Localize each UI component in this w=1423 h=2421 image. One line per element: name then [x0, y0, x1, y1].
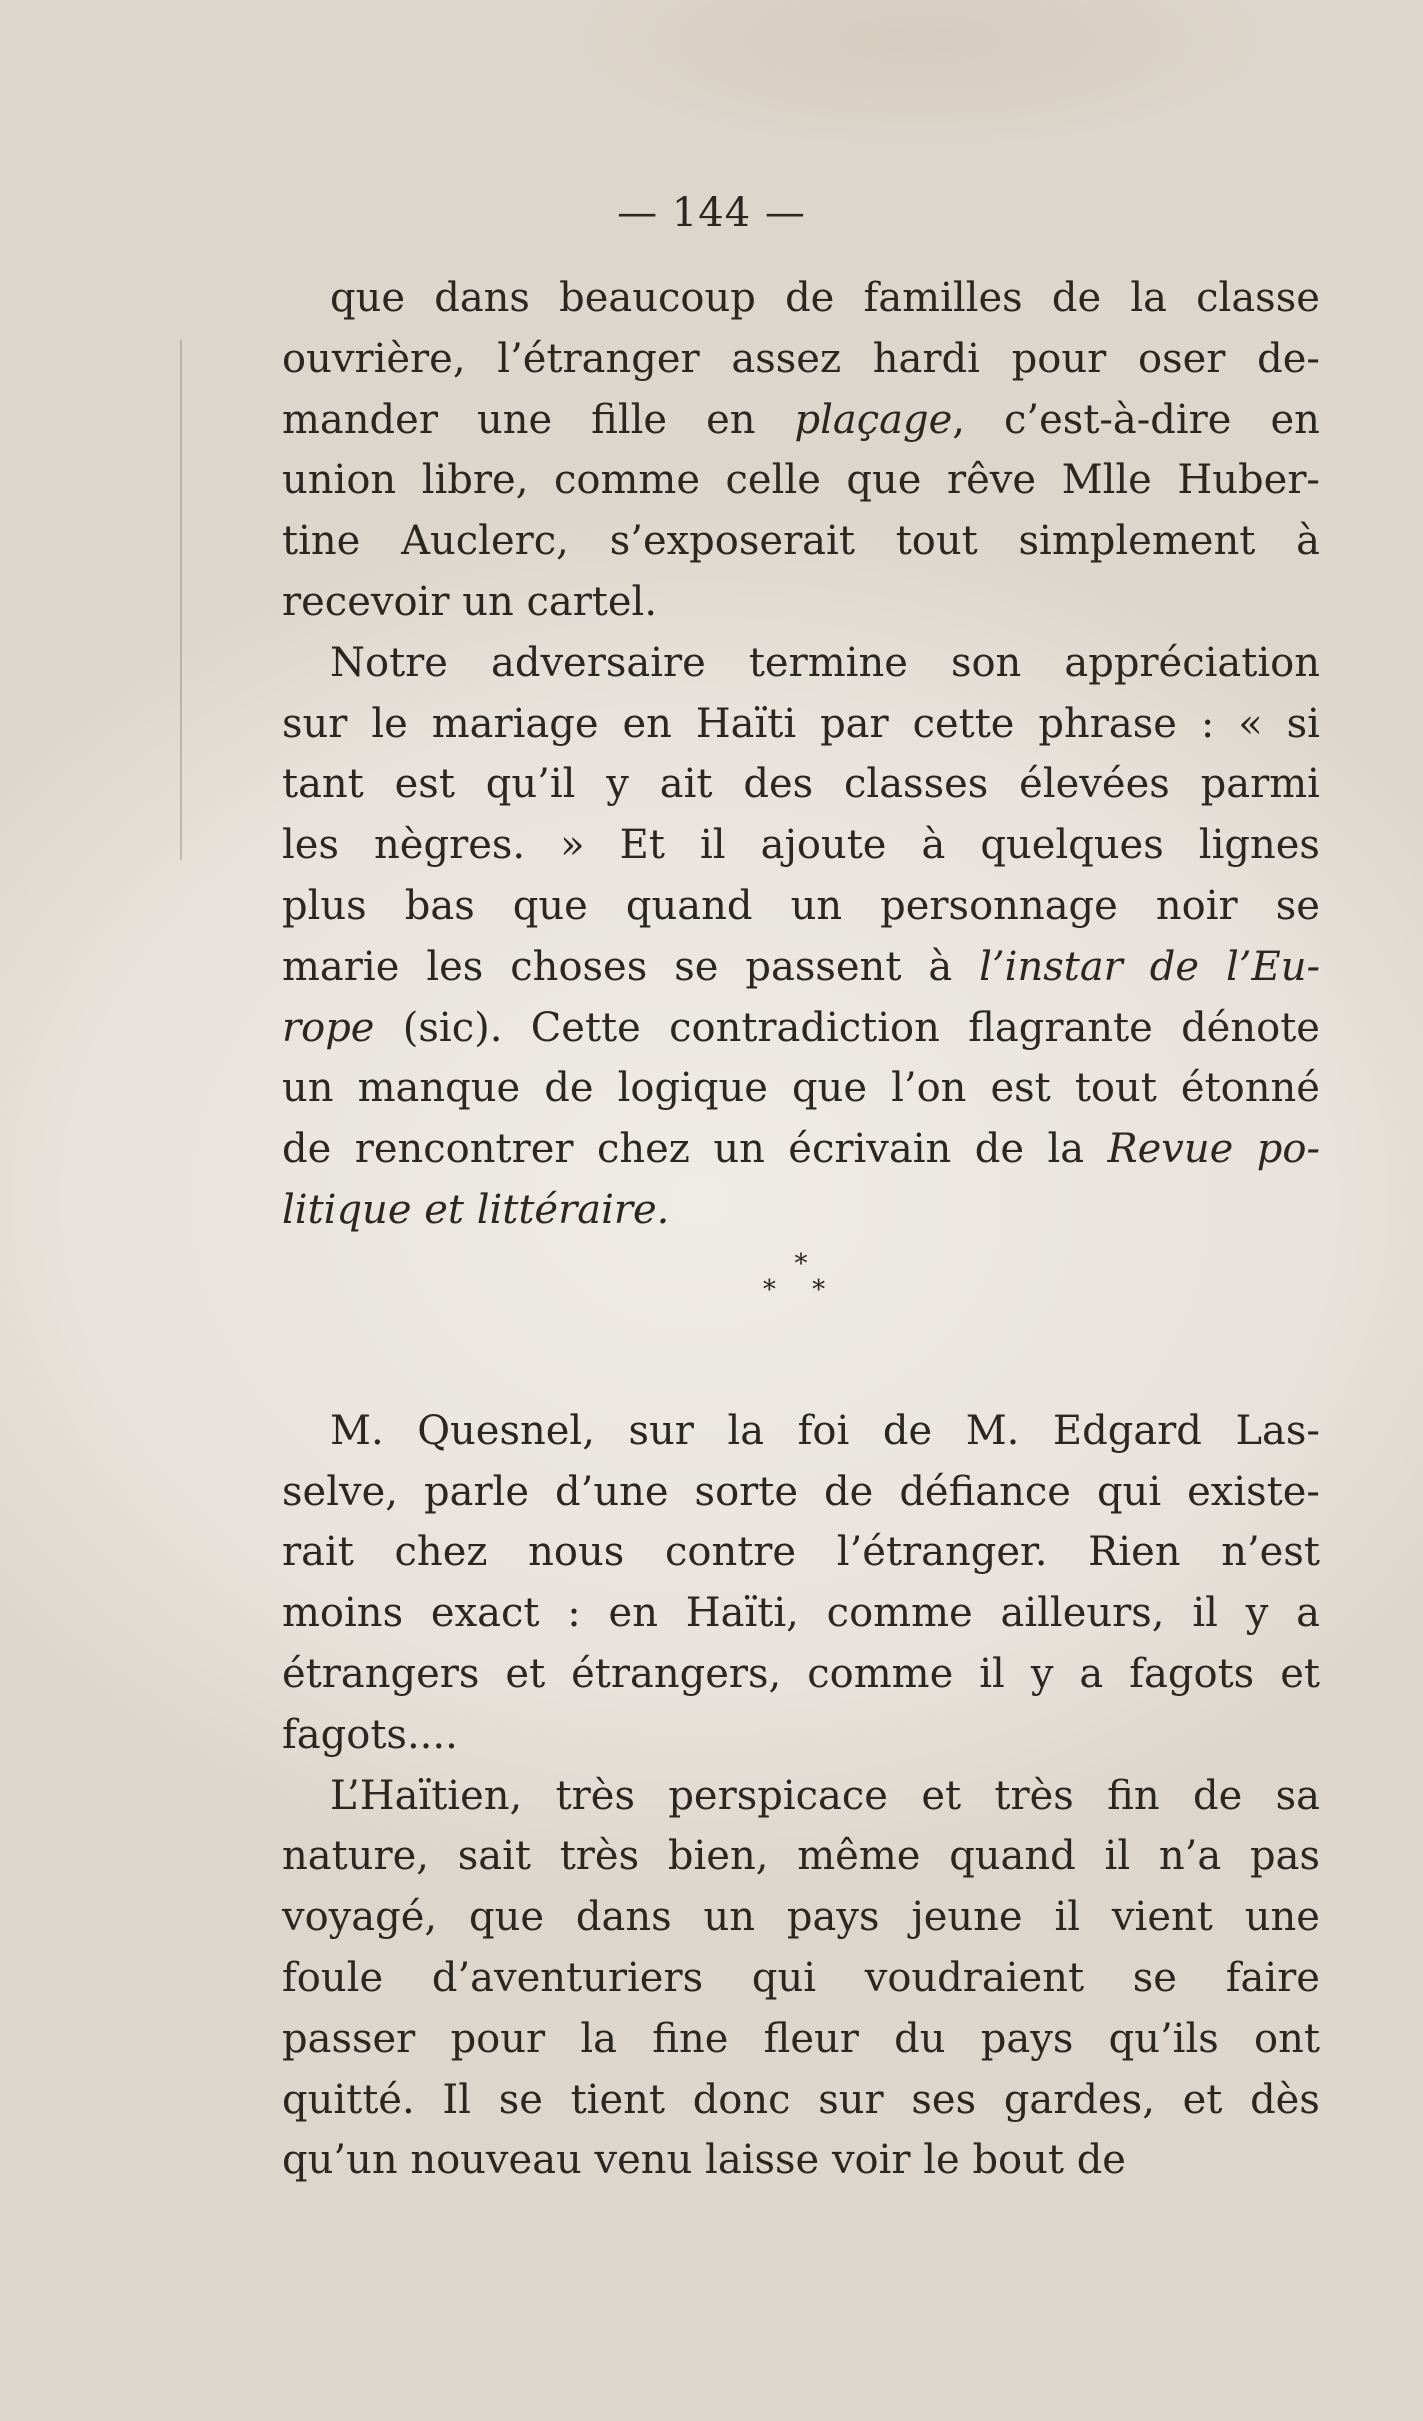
page-number: — 144 —: [617, 190, 806, 236]
word: vient: [1111, 1894, 1213, 1941]
word: voir: [831, 2137, 911, 2184]
word: fille: [591, 396, 668, 443]
word: ait: [659, 761, 713, 808]
word: y: [1245, 1590, 1269, 1637]
word: donc: [692, 2076, 791, 2123]
word: il: [1104, 1833, 1131, 1880]
word: passent: [745, 943, 902, 990]
word: voudraient: [864, 1954, 1085, 2001]
word: tient: [570, 2076, 665, 2123]
word: rait: [282, 1529, 354, 1576]
word: la: [727, 1407, 765, 1454]
word: élevées: [1019, 761, 1170, 808]
word: Notre: [330, 639, 448, 686]
word: à: [921, 822, 946, 869]
word: n’est: [1221, 1529, 1320, 1576]
text-line: [282, 633, 1320, 694]
word: Haïti,: [685, 1590, 799, 1637]
word: y: [1030, 1650, 1054, 1697]
text-line: [282, 1887, 1320, 1948]
word: tine: [282, 518, 361, 565]
word: qu’ils: [1108, 2015, 1219, 2062]
word: :: [1200, 700, 1215, 747]
word: sait: [457, 1833, 531, 1880]
word: faire: [1225, 1954, 1320, 2001]
word: ailleurs,: [1000, 1590, 1165, 1637]
word: exact: [430, 1590, 540, 1637]
word: se: [498, 2076, 543, 2123]
word: sa: [1275, 1772, 1320, 1819]
word: chez: [394, 1529, 488, 1576]
word: sur: [628, 1407, 694, 1454]
paragraph-1: [282, 268, 1320, 633]
word: beaucoup: [559, 275, 756, 321]
word: nature,: [282, 1833, 429, 1880]
word: comme: [826, 1590, 973, 1637]
word: parle: [423, 1468, 530, 1515]
word: jeune: [911, 1894, 1023, 1941]
word: ouvrière,: [282, 335, 466, 382]
word: passer: [282, 2015, 416, 2062]
text-line: [282, 1401, 1320, 1462]
text-line: [282, 572, 1320, 633]
word: que: [512, 882, 588, 929]
word: logique: [617, 1065, 768, 1112]
word: très: [555, 1772, 635, 1819]
word: un: [703, 1894, 756, 1941]
word: n’a: [1158, 1833, 1222, 1880]
word: une: [1244, 1894, 1320, 1941]
margin-pencil-line: [180, 340, 182, 860]
word: noir: [1155, 882, 1238, 929]
word: comme: [807, 1650, 954, 1697]
text-block: [282, 268, 1320, 2191]
word: l’Eu-: [1225, 943, 1320, 990]
word: littéraire.: [476, 1186, 670, 1233]
word: à: [1296, 518, 1320, 565]
word: plaçage,: [794, 396, 966, 443]
word: termine: [748, 639, 908, 686]
text-line: [282, 329, 1320, 390]
word: Auclerc,: [401, 518, 569, 565]
word: et: [921, 1772, 962, 1819]
word: M.: [330, 1407, 384, 1454]
word: de: [282, 1126, 332, 1173]
word: gardes,: [1003, 2076, 1155, 2123]
word: foule: [282, 1954, 384, 2001]
word: assez: [731, 335, 842, 382]
word: se: [1275, 882, 1320, 929]
word: très: [994, 1772, 1074, 1819]
word: de: [1051, 275, 1102, 321]
word: existe-: [1187, 1468, 1320, 1515]
text-line: [282, 2070, 1320, 2131]
word: hardi: [872, 335, 980, 382]
word: étrangers,: [571, 1650, 782, 1697]
word: contre: [664, 1529, 797, 1576]
word: de: [1192, 1772, 1243, 1819]
word: quand: [625, 882, 753, 929]
word: quelques: [980, 822, 1164, 869]
paragraph-4: [282, 1766, 1320, 2192]
word: c’est-à-dire: [1004, 396, 1232, 443]
word: Rien: [1088, 1529, 1181, 1576]
word: et: [1182, 2076, 1223, 2123]
word: fagots....: [282, 1711, 458, 1758]
text-line: [282, 268, 1320, 329]
word: qui: [1096, 1468, 1162, 1515]
text-line: [282, 1522, 1320, 1583]
text-line: [282, 1766, 1320, 1827]
text-line: [282, 876, 1320, 937]
word: qui: [751, 1954, 817, 2001]
word: le: [923, 2137, 960, 2184]
word: tout: [1074, 1065, 1157, 1112]
paragraph-3: [282, 1401, 1320, 1766]
text-line: [282, 2009, 1320, 2070]
word: de: [974, 1126, 1024, 1173]
word: Il: [442, 2076, 471, 2123]
word: classe: [1196, 275, 1320, 321]
word: Huber-: [1177, 457, 1320, 504]
word: une: [476, 396, 553, 443]
word: les: [426, 943, 484, 990]
word: il: [1192, 1590, 1218, 1637]
word: celle: [725, 457, 821, 504]
word: l’on: [891, 1065, 967, 1112]
word: Cette: [530, 1004, 641, 1051]
word: ses: [911, 2076, 977, 2123]
word: dans: [434, 275, 530, 321]
word: L’Haïtien,: [330, 1772, 523, 1819]
word: fin: [1107, 1772, 1160, 1819]
word: très: [559, 1833, 640, 1880]
word: comme: [553, 457, 700, 504]
word: et: [424, 1186, 464, 1233]
word: même: [797, 1833, 921, 1880]
word: sorte: [694, 1468, 799, 1515]
word: se: [674, 943, 719, 990]
word: et: [505, 1650, 546, 1697]
word: po-: [1256, 1126, 1320, 1173]
word: pas: [1250, 1833, 1320, 1880]
word: en: [622, 700, 672, 747]
word: fleur: [763, 2015, 859, 2062]
word: choses: [510, 943, 648, 990]
word: nouveau: [410, 2137, 582, 2184]
word: oser: [1137, 335, 1226, 382]
word: l’instar: [979, 943, 1123, 990]
word: mander: [282, 396, 438, 443]
word: cette: [912, 700, 1015, 747]
word: bien,: [667, 1833, 769, 1880]
word: pays: [980, 2015, 1074, 2062]
text-line: [282, 1119, 1320, 1180]
word: en: [706, 396, 756, 443]
text-line: [282, 2130, 1320, 2191]
text-line: [282, 1644, 1320, 1705]
text-line: [282, 1058, 1320, 1119]
word: marie: [282, 943, 400, 990]
word: M.: [965, 1407, 1020, 1454]
word: de: [1076, 2137, 1126, 2184]
word: pour: [1011, 335, 1107, 382]
word: en: [1270, 396, 1320, 443]
word: que: [791, 1065, 867, 1112]
word: se: [1132, 1954, 1177, 2001]
word: quitté.: [282, 2076, 415, 2123]
word: »: [560, 822, 585, 869]
word: un: [713, 1126, 765, 1173]
word: nègres.: [374, 822, 526, 869]
word: sur: [282, 700, 348, 747]
word: moins: [282, 1590, 404, 1637]
text-line: [282, 754, 1320, 815]
section-separator: [282, 1241, 1320, 1401]
word: quand: [949, 1833, 1076, 1880]
paragraph-2: [282, 633, 1320, 1241]
word: si: [1286, 700, 1320, 747]
word: d’une: [555, 1468, 669, 1515]
word: pays: [786, 1894, 880, 1941]
text-line: [282, 1462, 1320, 1523]
word: que: [468, 1894, 545, 1941]
word: des: [743, 761, 814, 808]
word: à: [928, 943, 953, 990]
word: appréciation: [1064, 639, 1320, 686]
word: a: [1079, 1650, 1104, 1697]
word: un: [282, 1065, 334, 1112]
text-line: [282, 1705, 1320, 1766]
text-line: [282, 937, 1320, 998]
word: :: [567, 1590, 581, 1637]
word: libre,: [421, 457, 529, 504]
separator-star-top: *: [794, 1248, 808, 1279]
word: Quesnel,: [417, 1407, 595, 1454]
word: d’aventuriers: [431, 1954, 704, 2001]
word: cartel.: [526, 578, 658, 625]
word: perspicace: [668, 1772, 888, 1819]
word: fine: [652, 2015, 729, 2062]
text-line: [282, 1826, 1320, 1887]
word: un: [462, 578, 514, 625]
word: Et: [619, 822, 665, 869]
word: Edgard: [1052, 1407, 1202, 1454]
word: il: [1054, 1894, 1081, 1941]
word: ont: [1254, 2015, 1320, 2062]
word: nous: [528, 1529, 625, 1576]
word: de: [824, 1468, 874, 1515]
word: (sic).: [402, 1004, 503, 1051]
word: du: [894, 2015, 946, 2062]
word: classes: [844, 761, 989, 808]
word: chez: [596, 1126, 690, 1173]
word: l’étranger: [497, 335, 700, 382]
word: tout: [895, 518, 978, 565]
word: Revue: [1107, 1126, 1234, 1173]
word: étrangers: [282, 1650, 480, 1697]
word: «: [1238, 700, 1263, 747]
word: s’exposerait: [609, 518, 855, 565]
word: que: [846, 457, 922, 504]
word: laisse: [705, 2137, 820, 2184]
word: personnage: [880, 882, 1118, 929]
word: les: [282, 822, 339, 869]
word: pour: [450, 2015, 546, 2062]
word: est: [990, 1065, 1051, 1112]
word: la: [1047, 1126, 1085, 1173]
word: de-: [1257, 335, 1320, 382]
word: ajoute: [760, 822, 887, 869]
word: Haïti: [695, 700, 797, 747]
word: manque: [357, 1065, 521, 1112]
word: son: [950, 639, 1022, 686]
word: y: [606, 761, 629, 808]
text-line: [282, 1180, 1320, 1241]
word: dénote: [1181, 1004, 1320, 1051]
word: litique: [282, 1186, 412, 1233]
word: défiance: [899, 1468, 1071, 1515]
word: mariage: [431, 700, 599, 747]
text-line: [282, 450, 1320, 511]
word: rencontrer: [354, 1126, 574, 1173]
word: qu’un: [282, 2137, 398, 2184]
word: dès: [1250, 2076, 1320, 2123]
word: en: [608, 1590, 658, 1637]
word: qu’il: [485, 761, 576, 808]
word: selve,: [282, 1468, 398, 1515]
text-line: [282, 1948, 1320, 2009]
word: un: [790, 882, 843, 929]
word: la: [580, 2015, 618, 2062]
word: est: [394, 761, 455, 808]
word: contradiction: [669, 1004, 940, 1051]
word: bout: [972, 2137, 1064, 2184]
word: adversaire: [491, 639, 706, 686]
word: tant: [282, 761, 364, 808]
word: Mlle: [1061, 457, 1152, 504]
word: le: [371, 700, 408, 747]
word: de: [785, 275, 835, 321]
word: phrase: [1038, 700, 1177, 747]
word: dans: [575, 1894, 672, 1941]
word: lignes: [1198, 822, 1320, 869]
text-line: [282, 511, 1320, 572]
word: que: [330, 275, 406, 321]
word: de: [544, 1065, 594, 1112]
word: l’étranger.: [836, 1529, 1048, 1576]
word: étonné: [1180, 1065, 1320, 1112]
text-line: [282, 390, 1320, 451]
word: et: [1280, 1650, 1320, 1697]
word: familles: [863, 275, 1023, 321]
text-line: [282, 998, 1320, 1059]
text-line: [282, 815, 1320, 876]
word: bas: [404, 882, 475, 929]
word: la: [1130, 275, 1167, 321]
word: de: [882, 1407, 933, 1454]
word: sur: [818, 2076, 884, 2123]
word: simplement: [1018, 518, 1256, 565]
word: foi: [797, 1407, 850, 1454]
text-line: [282, 1583, 1320, 1644]
word: recevoir: [282, 578, 450, 625]
word: rope: [282, 1004, 375, 1051]
word: écrivain: [788, 1126, 952, 1173]
word: il: [699, 822, 726, 869]
word: Las-: [1235, 1407, 1320, 1454]
word: de: [1149, 943, 1200, 990]
word: fagots: [1129, 1650, 1255, 1697]
word: venu: [594, 2137, 693, 2184]
word: il: [979, 1650, 1005, 1697]
separator-stars-bottom: * *: [762, 1274, 840, 1305]
word: plus: [282, 882, 367, 929]
word: union: [282, 457, 397, 504]
word: par: [820, 700, 889, 747]
word: voyagé,: [282, 1894, 438, 1941]
word: rêve: [947, 457, 1037, 504]
word: a: [1296, 1590, 1320, 1637]
word: parmi: [1200, 761, 1320, 808]
word: flagrante: [968, 1004, 1153, 1051]
text-line: [282, 694, 1320, 755]
